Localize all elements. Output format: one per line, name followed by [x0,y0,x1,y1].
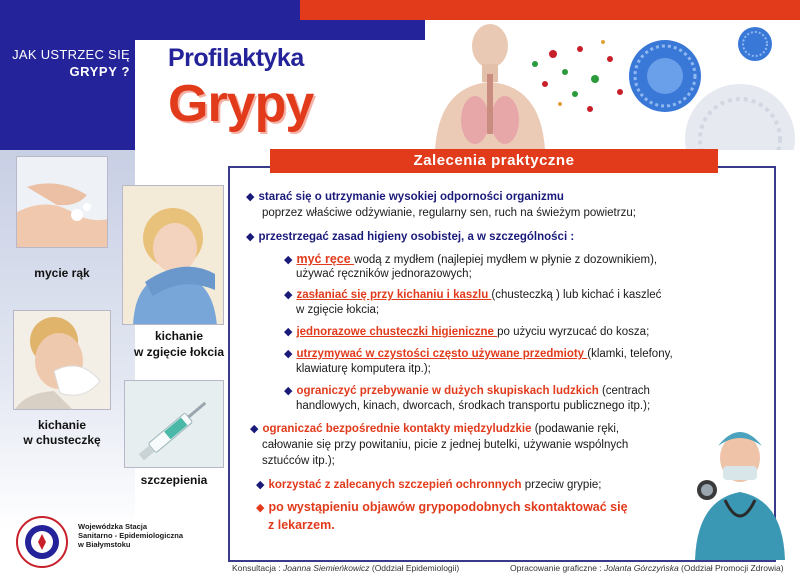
rec-5-cont: z lekarzem. [268,518,335,532]
bullet-diamond-icon: ◆ [256,502,265,514]
rec-5: ◆ po wystąpieniu objawów grypopodobnych skontaktować się [256,500,628,514]
photo-sneeze-tissue [13,310,111,410]
respiratory-illustration [425,24,800,150]
page-title-line2: Grypy [168,75,314,133]
bullet-diamond-icon: ◆ [246,231,255,243]
bullet-diamond-icon: ◆ [250,423,259,435]
bullet-diamond-icon: ◆ [246,191,255,203]
rec-3-cont2: sztućców itp.); [262,455,335,467]
bullet-diamond-icon: ◆ [284,348,293,360]
doctor-illustration [685,420,795,560]
sub-rec-tissues: ◆ jednorazowe chusteczki higieniczne po użyciu wyrzucać do kosza; [284,326,650,338]
photo-sneeze-elbow [122,185,224,325]
sanitary-inspection-seal [16,516,68,568]
caption-sneeze-tissue-line1: kichanie [37,418,87,432]
sneeze-tissue-image [14,311,111,410]
institution-name: Wojewódzka Stacja Sanitarno - Epidemiologiczna w Białymstoku [78,522,184,549]
sub-rec-clean-objects: ◆ utrzymywać w czystości często używane przedmioty (klamki, telefony, [284,348,673,360]
sub-rec-hand-washing-cont: używać ręczników jednorazowych; [296,268,472,280]
rec-3-cont1: całowanie się przy powitaniu, picie z jednej butelki, używanie wspólnych [262,439,629,451]
caption-vaccination: szczepienia [140,473,208,487]
bullet-diamond-icon: ◆ [284,289,293,301]
syringe-image [125,381,224,468]
sneeze-elbow-image [123,186,224,325]
bullet-diamond-icon: ◆ [256,479,265,491]
rec-4: ◆ korzystać z zalecanych szczepień ochronnych przeciw grypie; [256,479,602,491]
sub-rec-avoid-crowds-cont: handlowych, kinach, dworcach, środkach transportu publicznego itp.); [296,400,651,412]
recommendations-banner: Zalecenia praktyczne [270,149,718,173]
caption-sneeze-elbow-line2: w zgięcie łokcia [133,345,225,359]
bullet-diamond-icon: ◆ [284,385,293,397]
bullet-diamond-icon: ◆ [284,254,293,266]
footer-consultation: Konsultacja : Joanna Siemieńkowicz (Oddział Epidemiologii) [232,563,460,573]
rec-1-continuation: poprzez właściwe odżywianie, regularny sen, ruch na świeżym powietrzu; [262,207,636,219]
rec-3: ◆ ograniczać bezpośrednie kontakty międzyludzkie (podawanie ręki, [250,423,620,435]
virus-large [629,40,701,112]
sub-rec-cover-sneeze: ◆ zasłaniać się przy kichaniu i kaszlu (chusteczką ) lub kichać i kaszleć [284,289,662,301]
photo-vaccination [124,380,224,468]
header-question-line1: JAK USTRZEC SIĘ [12,47,130,62]
virus-particles-cloud [532,40,623,112]
caption-hand-washing: mycie rąk [34,266,90,280]
human-torso-figure [435,24,545,150]
sub-rec-avoid-crowds: ◆ ograniczyć przebywanie w dużych skupiskach ludzkich (centrach [284,385,650,397]
header-question-line2: GRYPY ? [69,64,130,79]
rec-1: ◆ starać się o utrzymanie wysokiej odporności organizmu [246,191,564,203]
rec-2: ◆ przestrzegać zasad higieny osobistej, a w szczególności : [246,231,575,243]
virus-pale-background [685,84,795,150]
header-red-strip [300,0,800,20]
hand-washing-image [17,157,108,248]
photo-hand-washing [16,156,108,248]
sub-rec-cover-sneeze-cont: w zgięcie łokcia; [296,304,380,316]
caption-sneeze-elbow-line1: kichanie [154,329,204,343]
virus-small [738,27,772,61]
sub-rec-clean-objects-cont: klawiaturę komputera itp.); [296,363,431,375]
page-title-line1: Profilaktyka [168,44,304,72]
caption-sneeze-tissue-line2: w chusteczkę [23,433,101,447]
sub-rec-hand-washing: ◆ myć ręce wodą z mydłem (najlepiej mydłem w płynie z dozownikiem), [284,252,658,266]
bullet-diamond-icon: ◆ [284,326,293,338]
footer-graphics-credit: Opracowanie graficzne : Jolanta Górczyńska (Oddział Promocji Zdrowia) [510,563,784,573]
